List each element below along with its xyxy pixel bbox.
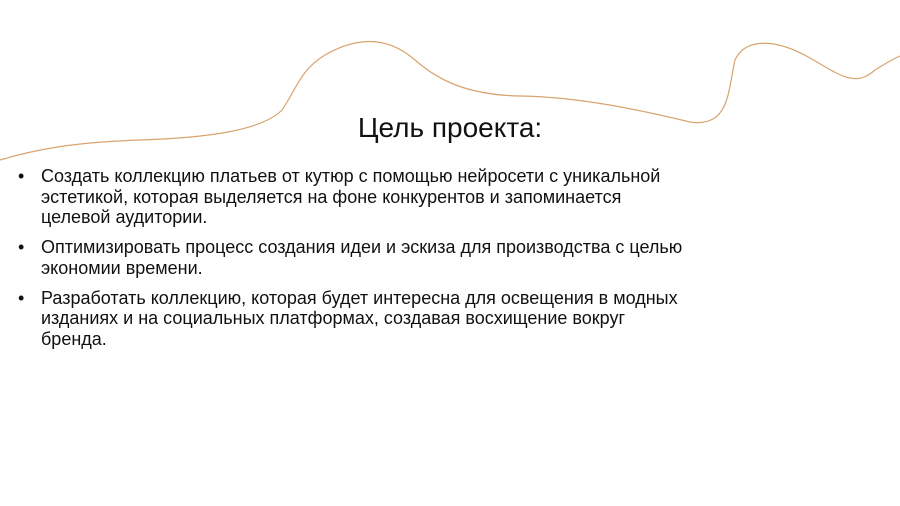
bullet-item xyxy=(0,237,690,278)
bullet-marker: • xyxy=(18,287,25,308)
bullet-marker: • xyxy=(18,237,25,257)
bullet-text: Оптимизировать процесс создания идеи и эскиза для производства с целью экономии времени. xyxy=(41,237,683,278)
bullet-list xyxy=(0,166,690,359)
bullet-text: Разработать коллекцию, которая будет интересна для освещения в модных изданиях и на социальных платформах, создавая восхищение вокруг бренда. xyxy=(41,287,678,349)
slide-title: Цель проекта: xyxy=(357,112,543,143)
bullet-item xyxy=(0,288,690,350)
bullet-item xyxy=(0,166,690,228)
bullet-text: Создать коллекцию платьев от кутюр с помощью нейросети с уникальной эстетикой, которая выделяется на фоне конкурентов и запоминается целевой аудитории. xyxy=(41,166,661,227)
bullet-marker: • xyxy=(18,166,25,186)
